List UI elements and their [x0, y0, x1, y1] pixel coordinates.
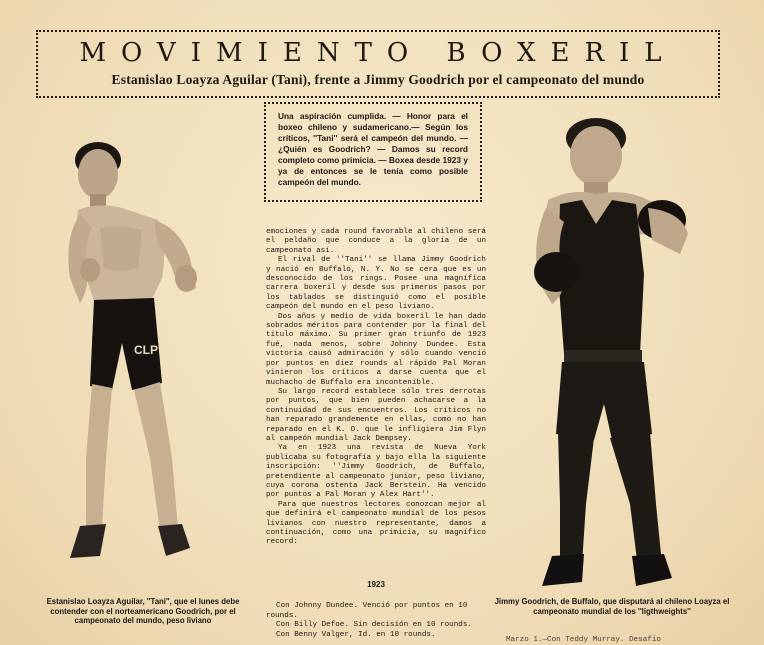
header-box [36, 30, 720, 98]
article-paragraph: Para que nuestros lectores conozcan mejor al que definirá el campeonato mundial de los pesos livianos con nuestro representante, damos a continuación, como una primicia, su magnífico record: [266, 500, 486, 547]
record-entry: Con Billy Defoe. Sin decisión en 10 rounds. [276, 621, 472, 630]
trunks-letters: CLP [134, 343, 158, 357]
record-year-heading: 1923 [367, 580, 385, 589]
caption-goodrich: Jimmy Goodrich, de Buffalo, que disputará al chileno Loayza el campeonato mundial de los ''ligthweights'' [494, 597, 730, 616]
article-paragraph: emociones y cada round favorable al chileno será el peldaño que conduce a la gloria de un campeonato así. [266, 228, 486, 255]
article-paragraph: Dos años y medio de vida boxeril le han dado sobrados méritos para contender por la final del título máximo. Su primer gran triunfo de 1923 fué, nada menos, sobre Johnny Dundee. Esta victoria causó admiración y sólo cuando venció por puntos en diez rounds al rápido Pal Moran vinieron los críticos a darse cuenta que el muchacho de Buffalo era incontenible. [266, 312, 486, 387]
page-title: MOVIMIENTO BOXERIL [79, 38, 677, 68]
record-entry: Con Johnny Dundee. Venció por puntos en 10 rounds. [266, 602, 468, 620]
record-list [266, 602, 486, 640]
summary-box [264, 102, 482, 202]
article-paragraph: Ya en 1923 una revista de Nueva York publicaba su fotografía y bajo ella la siguiente inscripción: ''Jimmy Goodrich, de Buffalo, pretendiente al campeonato junior, peso liviano, cuya corona ostenta Jack Berstein. Ha vencido por puntos a Pal Moran y Alex Hart''. [266, 444, 486, 500]
caption-tani: Estanislao Loayza Aguilar, ''Tani'', que el lunes debe contender con el norteamericano Goodrich, por el campeonato del mundo, peso liviano [46, 597, 240, 626]
article-column [266, 228, 486, 548]
record-entry: Con Benny Valger, Id. en 10 rounds. [276, 630, 436, 639]
article-paragraph: Su largo record establece sólo tres derrotas por puntos, que bien pueden achacarse a la continuidad de sus encuentros. Los críticos no han reparado grandemente en ellas, como no han reparado en el K. O. que le infligiera Jim Flyn al campeón mundial Jack Dempsey. [266, 387, 486, 443]
photo-tani [50, 128, 250, 578]
article-paragraph: El rival de ''Tani'' se llama Jimmy Goodrich y nació en Buffalo, N. Y. No se cera que es un desconocido de los rings. Posee una magnífica carrera boxeril y desde sus primeros pasos por los tablados se distinguió como el posible campeón del mundo en el peso liviano. [266, 256, 486, 312]
boxer-goodrich-image [512, 104, 722, 594]
page-subtitle: Estanislao Loayza Aguilar (Tani), frente a Jimmy Goodrich por el campeonato del mundo [111, 72, 645, 87]
summary-text: Una aspiración cumplida. — Honor para el boxeo chileno y sudamericano.— Según los críticos, ''Tani'' será el campeón del mundo. — ¿Quién es Goodrich? — Damos su record completo como primicia. — Boxea desde 1923 y ya de entonces se le tenía como posible campeón del mundo. [278, 111, 468, 187]
photo-goodrich [512, 104, 722, 594]
caption-record-continued: Marzo 1.—Con Teddy Murray. Desafío [506, 636, 661, 644]
boxer-tani-image [50, 128, 250, 578]
